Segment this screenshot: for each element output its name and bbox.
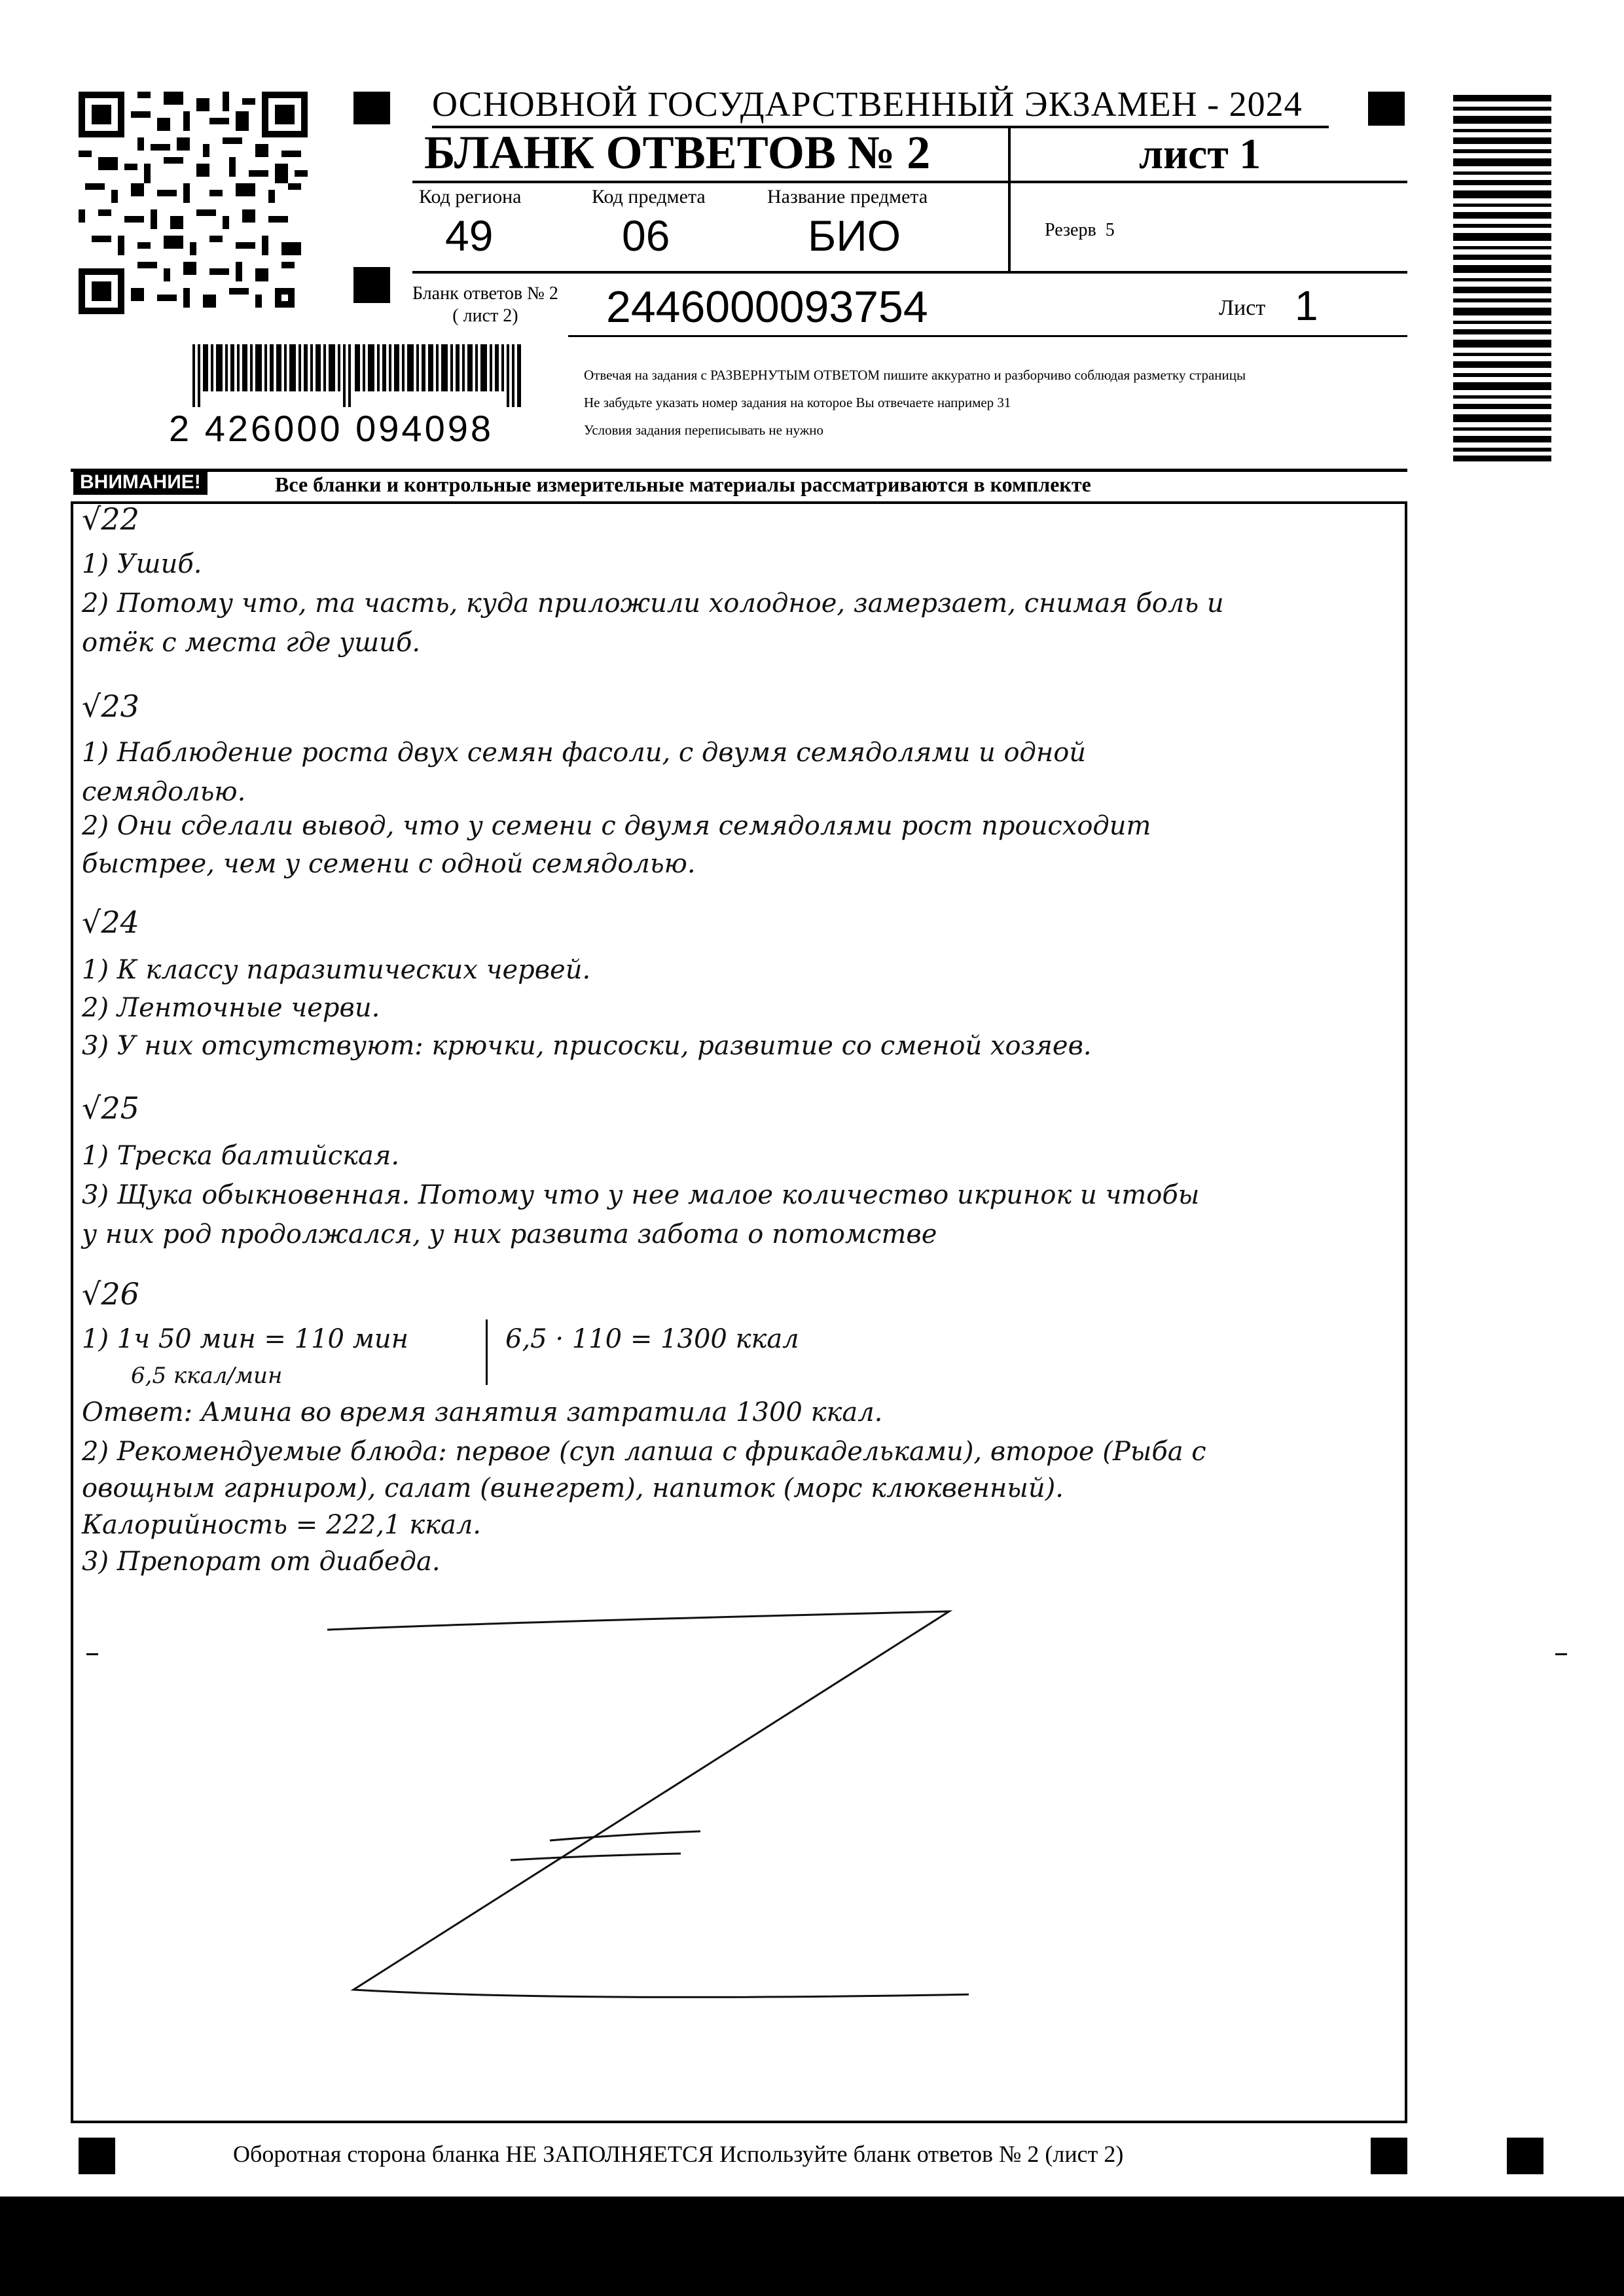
question-number-text: 24 [101, 905, 139, 940]
answer-line: отёк с места где ушиб. [82, 628, 421, 658]
divider [412, 181, 1407, 183]
answer-line: овощным гарниром), салат (винегрет), напиток (морс клюквенный). [82, 1473, 1064, 1503]
reserve-label [1045, 220, 1115, 241]
form-ref-label-line2: ( лист 2) [452, 306, 518, 326]
instruction-line: Условия задания переписывать не нужно [584, 422, 823, 438]
subject-name-value: БИО [808, 211, 901, 260]
instruction-line: Не забудьте указать номер задания на которое Вы отвечаете например 31 [584, 395, 1011, 410]
cancel-z-stroke [314, 1597, 969, 2016]
form-barcode [192, 344, 533, 407]
registration-mark [1371, 2138, 1407, 2174]
form-ref-label-line1: Бланк ответов № 2 [412, 283, 558, 304]
registration-mark [79, 2138, 115, 2174]
answer-line: 1) К классу паразитических червей. [82, 955, 591, 985]
instructions [584, 361, 1246, 444]
divider [1008, 128, 1011, 272]
side-barcode [1453, 95, 1551, 461]
question-number: √23 [82, 689, 139, 724]
question-number-text: 26 [101, 1276, 139, 1312]
reserve-label-text: Резерв [1045, 220, 1096, 240]
answer-line: 2) Потому что, та часть, куда приложили холодное, замерзает, снимая боль и [82, 588, 1224, 619]
answer-line: у них род продолжался, у них развита забота о потомстве [82, 1219, 937, 1249]
divider [568, 335, 1407, 337]
form-title: БЛАНК ОТВЕТОВ № 2 [424, 126, 931, 179]
divider [71, 469, 1407, 472]
answer-line: 1) Ушиб. [82, 549, 202, 579]
divider [412, 271, 1407, 274]
sheet-num-label: Лист [1219, 296, 1266, 320]
region-code-value: 49 [445, 211, 494, 260]
subject-name-label: Название предмета [767, 186, 928, 207]
form-ref-number: 2446000093754 [606, 282, 928, 332]
instruction-line: Отвечая на задания с РАЗВЕРНУТЫМ ОТВЕТОМ пишите аккуратно и разборчиво соблюдая разметку страницы [584, 367, 1246, 383]
answer-line: 3) У них отсутствуют: крючки, присоски, развитие со сменой хозяев. [82, 1031, 1092, 1061]
scan-border [0, 2197, 1624, 2296]
question-number: √25 [82, 1090, 139, 1126]
exam-title: ОСНОВНОЙ ГОСУДАРСТВЕННЫЙ ЭКЗАМЕН - 2024 [432, 84, 1303, 124]
registration-mark [353, 267, 390, 303]
question-number-text: 23 [101, 689, 139, 724]
reserve-value: 5 [1105, 220, 1115, 240]
answer-line: 3) Препорат от диабеда. [82, 1547, 441, 1577]
registration-mark [1368, 92, 1405, 126]
registration-mark [353, 92, 390, 124]
answer-line: 2) Рекомендуемые блюда: первое (суп лапша с фрикадельками), второе (Рыба с [82, 1437, 1206, 1467]
question-number: √26 [82, 1276, 139, 1312]
calc-separator [486, 1319, 488, 1385]
question-number-text: 22 [101, 501, 139, 537]
barcode-number: 2 426000 094098 [169, 408, 494, 449]
registration-mark [1507, 2138, 1543, 2174]
question-number-text: 25 [101, 1090, 139, 1126]
answer-line: 1) Треска балтийская. [82, 1141, 400, 1171]
question-number: √22 [82, 501, 139, 537]
answer-line: Калорийность = 222,1 ккал. [82, 1510, 481, 1540]
attention-text: Все бланки и контрольные измерительные материалы рассматриваются в комплекте [275, 473, 1091, 496]
region-code-label: Код региона [419, 186, 522, 207]
answer-line: 1) Наблюдение роста двух семян фасоли, с двумя семядолями и одной [82, 738, 1087, 768]
subject-code-value: 06 [622, 211, 670, 260]
margin-tick [86, 1653, 98, 1655]
footer-note: Оборотная сторона бланка НЕ ЗАПОЛНЯЕТСЯ Используйте бланк ответов № 2 (лист 2) [233, 2141, 1124, 2167]
attention-badge: ВНИМАНИЕ! [73, 470, 208, 495]
answer-line: 2) Ленточные черви. [82, 993, 380, 1023]
calc-left-rate: 6,5 ккал/мин [131, 1363, 283, 1389]
answer-line: 2) Они сделали вывод, что у семени с двумя семядолями рост происходит [82, 811, 1151, 841]
calc-left: 1) 1ч 50 мин = 110 мин [82, 1324, 408, 1354]
qr-code [79, 92, 308, 314]
answer-line: 3) Щука обыкновенная. Потому что у нее малое количество икринок и чтобы [82, 1180, 1200, 1210]
margin-tick [1555, 1653, 1567, 1655]
subject-code-label: Код предмета [592, 186, 706, 207]
sheet-label: лист 1 [1139, 130, 1261, 178]
answer-line: семядолью. [82, 777, 246, 807]
sheet-num-value: 1 [1295, 282, 1318, 329]
form-ref-label [412, 283, 558, 327]
calc-right: 6,5 · 110 = 1300 ккал [505, 1324, 799, 1354]
answer-line: Ответ: Амина во время занятия затратила 1300 ккал. [82, 1397, 883, 1427]
answer-line: быстрее, чем у семени с одной семядолью. [82, 849, 696, 879]
question-number: √24 [82, 905, 139, 940]
